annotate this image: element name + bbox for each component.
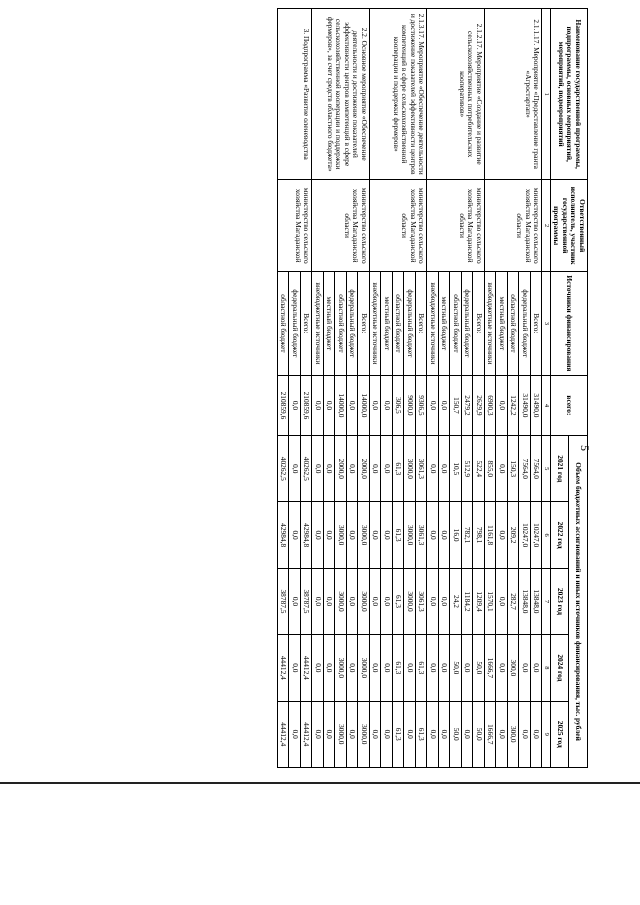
year-value: 0,0	[323, 502, 335, 568]
year-value: 61,3	[415, 701, 427, 767]
table-row	[530, 9, 542, 768]
page-edge-rule	[0, 782, 640, 784]
year-value: 10247,0	[519, 502, 531, 568]
funding-source: местный бюджет	[496, 272, 508, 376]
column-number: 9	[542, 701, 550, 767]
header-year: 2023 год	[550, 568, 569, 634]
year-value: 0,0	[519, 635, 531, 701]
year-value: 1570,1	[484, 568, 496, 634]
year-value: 0,0	[427, 436, 439, 502]
year-value: 40262,5	[300, 436, 312, 502]
column-number: 6	[542, 502, 550, 568]
year-value: 3061,3	[415, 436, 427, 502]
year-value: 0,0	[496, 502, 508, 568]
year-value: 0,0	[381, 568, 393, 634]
year-value: 0,0	[289, 436, 301, 502]
year-value: 3061,3	[415, 502, 427, 568]
year-value: 0,0	[427, 502, 439, 568]
column-number: 1	[542, 9, 550, 180]
year-value: 0,0	[438, 436, 450, 502]
table-body	[277, 9, 542, 768]
year-value: 1184,2	[461, 568, 473, 634]
year-value: 3000,0	[404, 436, 416, 502]
year-value: 3000,0	[404, 568, 416, 634]
funding-source: областной бюджет	[450, 272, 462, 376]
activity-name: 2.1.3.17. Мероприятие «Обеспечение деятельности и достижение показателей эффективности центров компетенций в сфере сельскохозяйственной кооперации и поддержки фермеров»	[369, 9, 427, 180]
activity-name: 2.1.2.17. Мероприятие «Создание и развитие сельскохозяйственных потребительских кооперативов»	[427, 9, 485, 180]
table-row	[415, 9, 427, 768]
column-number: 7	[542, 568, 550, 634]
year-value: 855,0	[484, 436, 496, 502]
year-value: 38787,5	[277, 568, 289, 634]
year-value: 61,3	[392, 436, 404, 502]
year-value: 0,0	[381, 701, 393, 767]
year-value: 50,0	[450, 701, 462, 767]
year-value: 61,3	[392, 502, 404, 568]
funding-source: местный бюджет	[323, 272, 335, 376]
funding-source: федеральный бюджет	[346, 272, 358, 376]
total-value: 2629,9	[473, 375, 485, 435]
header-total: всего:	[550, 375, 587, 435]
year-value: 0,0	[289, 502, 301, 568]
year-value: 0,0	[323, 568, 335, 634]
year-value: 3000,0	[404, 502, 416, 568]
total-value: 0,0	[323, 375, 335, 435]
activity-name: 2.1.1.17. Мероприятие «Предоставление гранта «Агростартап»	[484, 9, 542, 180]
year-value: 0,0	[289, 701, 301, 767]
year-value: 512,9	[461, 436, 473, 502]
funding-source: федеральный бюджет	[289, 272, 301, 376]
year-value: 0,0	[438, 701, 450, 767]
year-value: 0,0	[312, 502, 324, 568]
year-value: 44412,4	[277, 701, 289, 767]
total-value: 0,0	[346, 375, 358, 435]
year-value: 0,0	[323, 635, 335, 701]
year-value: 300,0	[507, 635, 519, 701]
funding-source: Всего:	[415, 272, 427, 376]
year-value: 3000,0	[358, 635, 370, 701]
year-value: 44412,4	[300, 701, 312, 767]
column-number: 8	[542, 635, 550, 701]
budget-table	[277, 8, 588, 768]
year-value: 0,0	[312, 568, 324, 634]
funding-source: областной бюджет	[507, 272, 519, 376]
year-value: 3000,0	[335, 502, 347, 568]
funding-source: Всего:	[473, 272, 485, 376]
header-year: 2022 год	[550, 502, 569, 568]
funding-source: федеральный бюджет	[461, 272, 473, 376]
year-value: 0,0	[427, 635, 439, 701]
header-name: Наименование государственной программы, подпрограммы, основных мероприятий, мероприятий, подмероприятий	[550, 9, 587, 180]
total-value: 14000,0	[335, 375, 347, 435]
year-value: 13848,0	[519, 568, 531, 634]
total-value: 0,0	[312, 375, 324, 435]
activity-name: 2.2. Основное мероприятие «Обеспечение деятельности и достижение показателей эффективности центров компетенций в сфере сельскохозяйственной кооперации и поддержки фермеров», за счет средств областного бюджета»	[312, 9, 370, 180]
year-value: 7564,0	[530, 436, 542, 502]
year-value: 0,0	[346, 502, 358, 568]
responsible-executor: министерство сельского хозяйства Магаданской области	[427, 180, 485, 272]
year-value: 782,1	[461, 502, 473, 568]
year-value: 0,0	[381, 436, 393, 502]
year-value: 0,0	[496, 436, 508, 502]
year-value: 209,2	[507, 502, 519, 568]
year-value: 0,0	[496, 568, 508, 634]
year-value: 0,0	[369, 635, 381, 701]
responsible-executor: министерство сельского хозяйства Магаданской области	[369, 180, 427, 272]
total-value: 14000,0	[358, 375, 370, 435]
column-number: 5	[542, 436, 550, 502]
year-value: 0,0	[427, 701, 439, 767]
total-value: 0,0	[381, 375, 393, 435]
year-value: 0,0	[530, 701, 542, 767]
year-value: 0,0	[404, 635, 416, 701]
total-value: 31490,0	[519, 375, 531, 435]
responsible-executor: министерство сельского хозяйства Магаданской области	[484, 180, 542, 272]
year-value: 3000,0	[358, 502, 370, 568]
year-value: 0,0	[496, 635, 508, 701]
year-value: 10,5	[450, 436, 462, 502]
funding-source: Всего:	[530, 272, 542, 376]
year-value: 0,0	[461, 635, 473, 701]
year-value: 0,0	[369, 568, 381, 634]
year-value: 0,0	[404, 701, 416, 767]
funding-source: федеральный бюджет	[404, 272, 416, 376]
year-value: 3000,0	[335, 568, 347, 634]
year-value: 3000,0	[335, 635, 347, 701]
year-value: 0,0	[369, 701, 381, 767]
rotated-table-wrapper	[277, 8, 588, 768]
total-value: 1242,2	[507, 375, 519, 435]
year-value: 24,2	[450, 568, 462, 634]
funding-source: областной бюджет	[335, 272, 347, 376]
column-number: 3	[542, 272, 550, 376]
year-value: 1666,7	[484, 635, 496, 701]
funding-source: областной бюджет	[392, 272, 404, 376]
year-value: 2000,0	[335, 436, 347, 502]
year-value: 61,3	[415, 635, 427, 701]
year-value: 44412,4	[277, 635, 289, 701]
funding-source: местный бюджет	[381, 272, 393, 376]
total-value: 6900,3	[484, 375, 496, 435]
funding-source: федеральный бюджет	[519, 272, 531, 376]
year-value: 13848,0	[530, 568, 542, 634]
year-value: 42984,8	[277, 502, 289, 568]
year-value: 300,0	[507, 701, 519, 767]
header-responsible: Ответственный исполнитель, участник государственной программы	[550, 180, 587, 272]
year-value: 0,0	[530, 635, 542, 701]
year-value: 0,0	[438, 635, 450, 701]
year-value: 1209,4	[473, 568, 485, 634]
year-value: 2000,0	[358, 436, 370, 502]
year-value: 0,0	[312, 635, 324, 701]
total-value: 9000,0	[404, 375, 416, 435]
total-value: 0,0	[369, 375, 381, 435]
total-value: 150,7	[450, 375, 462, 435]
year-value: 0,0	[323, 436, 335, 502]
header-sources: Источники финансирования	[550, 272, 587, 376]
year-value: 40262,5	[277, 436, 289, 502]
year-value: 3000,0	[358, 701, 370, 767]
year-value: 44412,4	[300, 635, 312, 701]
column-number: 2	[542, 180, 550, 272]
funding-source: Всего:	[300, 272, 312, 376]
year-value: 0,0	[289, 635, 301, 701]
year-value: 1666,7	[484, 701, 496, 767]
table-row	[473, 9, 485, 768]
year-value: 798,1	[473, 502, 485, 568]
year-value: 0,0	[289, 568, 301, 634]
table-row	[358, 9, 370, 768]
year-value: 0,0	[312, 701, 324, 767]
total-value: 31490,0	[530, 375, 542, 435]
year-value: 1161,8	[484, 502, 496, 568]
funding-source: внебюджетные источники	[369, 272, 381, 376]
funding-source: внебюджетные источники	[312, 272, 324, 376]
year-value: 522,4	[473, 436, 485, 502]
year-value: 0,0	[381, 635, 393, 701]
year-value: 0,0	[369, 502, 381, 568]
year-value: 0,0	[323, 701, 335, 767]
year-value: 61,3	[392, 568, 404, 634]
total-value: 210859,6	[300, 375, 312, 435]
funding-source: местный бюджет	[438, 272, 450, 376]
total-value: 9306,5	[415, 375, 427, 435]
page-number: 5	[578, 445, 592, 451]
year-value: 3061,3	[415, 568, 427, 634]
year-value: 0,0	[496, 701, 508, 767]
year-value: 61,3	[392, 635, 404, 701]
table-row	[300, 9, 312, 768]
year-value: 50,0	[473, 635, 485, 701]
year-value: 42984,8	[300, 502, 312, 568]
total-value: 306,5	[392, 375, 404, 435]
year-value: 0,0	[346, 568, 358, 634]
year-value: 0,0	[461, 701, 473, 767]
total-value: 0,0	[427, 375, 439, 435]
year-value: 61,3	[392, 701, 404, 767]
responsible-executor: министерство сельского хозяйства Магаданской	[277, 180, 312, 272]
year-value: 0,0	[346, 635, 358, 701]
year-value: 0,0	[369, 436, 381, 502]
year-value: 282,7	[507, 568, 519, 634]
year-value: 0,0	[438, 568, 450, 634]
year-value: 3000,0	[335, 701, 347, 767]
funding-source: внебюджетные источники	[484, 272, 496, 376]
year-value: 50,0	[450, 635, 462, 701]
year-value: 50,0	[473, 701, 485, 767]
year-value: 150,3	[507, 436, 519, 502]
total-value: 210859,6	[277, 375, 289, 435]
year-value: 38787,5	[300, 568, 312, 634]
total-value: 0,0	[289, 375, 301, 435]
column-number: 4	[542, 375, 550, 435]
year-value: 3000,0	[358, 568, 370, 634]
funding-source: внебюджетные источники	[427, 272, 439, 376]
total-value: 0,0	[438, 375, 450, 435]
header-funding: Объем бюджетных ассигнований и иных источников финансирования, тыс. рублей	[569, 436, 588, 768]
year-value: 0,0	[346, 436, 358, 502]
total-value: 0,0	[496, 375, 508, 435]
year-value: 0,0	[381, 502, 393, 568]
responsible-executor: министерство сельского хозяйства Магаданской области	[312, 180, 370, 272]
year-value: 0,0	[312, 436, 324, 502]
funding-source: Всего:	[358, 272, 370, 376]
year-value: 16,0	[450, 502, 462, 568]
column-number-row	[542, 9, 550, 768]
header-year: 2024 год	[550, 635, 569, 701]
header-year: 2021 год	[550, 436, 569, 502]
year-value: 10247,0	[530, 502, 542, 568]
activity-name: 3. Подпрограмма «Развитие оленеводства	[277, 9, 312, 180]
year-value: 7564,0	[519, 436, 531, 502]
funding-source: областной бюджет	[277, 272, 289, 376]
year-value: 0,0	[427, 568, 439, 634]
year-value: 0,0	[438, 502, 450, 568]
header-year: 2025 год	[550, 701, 569, 767]
year-value: 0,0	[346, 701, 358, 767]
year-value: 0,0	[519, 701, 531, 767]
total-value: 2479,2	[461, 375, 473, 435]
